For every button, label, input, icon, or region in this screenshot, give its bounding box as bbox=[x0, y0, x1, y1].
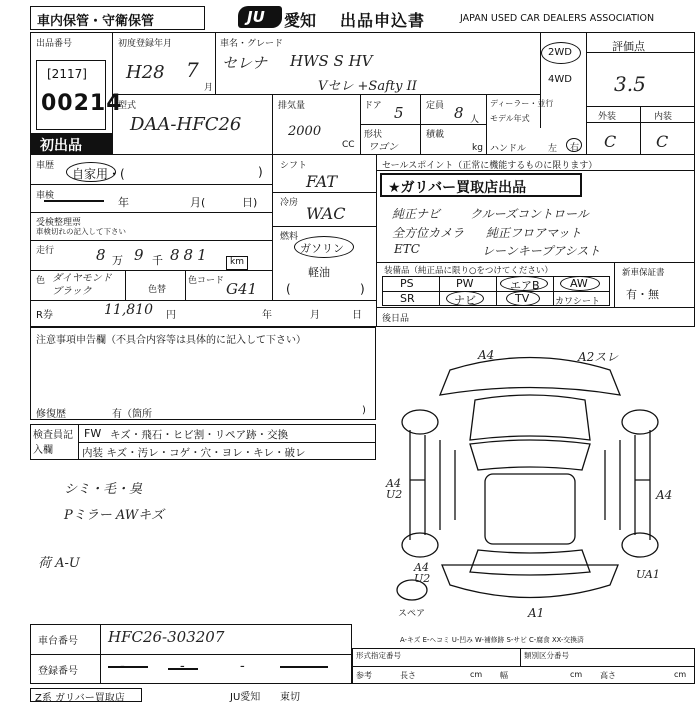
equip-tv: TV bbox=[515, 292, 530, 305]
kg-unit: kg bbox=[472, 143, 483, 153]
wheel-rear-right bbox=[622, 533, 658, 557]
car-right-body bbox=[635, 430, 650, 540]
interior-label: 内装 bbox=[654, 112, 673, 122]
mileage-rest: 881 bbox=[170, 246, 211, 264]
inspector-note-2: Pミラー AWキズ bbox=[64, 508, 164, 523]
handle-label: ハンドル bbox=[490, 144, 527, 154]
doors-label: ドア bbox=[364, 101, 382, 111]
chassis-value: HFC26-303207 bbox=[108, 628, 225, 646]
capacity-label: 定員 bbox=[426, 101, 445, 111]
recycle-month: 月 bbox=[310, 310, 320, 321]
fuel-close: ) bbox=[360, 282, 365, 296]
receipt-label: 受検整理票 bbox=[36, 218, 82, 228]
car-right-door-lines bbox=[605, 440, 620, 530]
diagram-rear-right: UA1 bbox=[636, 568, 660, 581]
inspection-year: 年 bbox=[118, 196, 129, 209]
car-rear-bumper bbox=[442, 565, 618, 598]
inspector-label: 検査員記入欄 bbox=[33, 430, 73, 456]
equip-pw: PW bbox=[456, 277, 474, 290]
registration-year: H28 bbox=[126, 62, 165, 83]
vehicle-grade: HWS S HV bbox=[290, 52, 373, 70]
exterior-grade: C bbox=[604, 132, 617, 151]
sales-item-1: 純正ナビ bbox=[392, 207, 441, 221]
sales-item-4: 純正フロアマット bbox=[486, 226, 582, 240]
color-label: 色 bbox=[36, 276, 46, 286]
capacity-unit: 人 bbox=[470, 115, 480, 125]
car-left-door-lines bbox=[440, 440, 455, 530]
usage-value: 自家用・( bbox=[72, 167, 125, 181]
exterior-label: 外装 bbox=[598, 112, 617, 122]
wheel-front-right bbox=[622, 410, 658, 434]
equip-kawaseat: カワシート bbox=[555, 297, 601, 307]
notes-label: 注意事項申告欄（不具合内容等は具体的に記入して下さい） bbox=[36, 335, 306, 346]
shift-value: FAT bbox=[306, 172, 338, 191]
sales-item-6: レーンキープアシスト bbox=[482, 244, 601, 258]
storage-label: 車内保管・守衛保管 bbox=[37, 14, 155, 29]
equip-aw: AW bbox=[570, 277, 588, 290]
usage-close: ) bbox=[258, 165, 263, 179]
width-label: 幅 bbox=[500, 671, 508, 680]
diagram-rear-left: A4 U2 bbox=[414, 561, 431, 585]
logo-text: JU bbox=[247, 8, 265, 26]
handle-left: 左 bbox=[548, 144, 558, 154]
inspector-interior-line: 内装 キズ・汚レ・コゲ・穴・ヨレ・キレ・破レ bbox=[82, 447, 306, 459]
repair-close: ) bbox=[362, 405, 366, 416]
chassis-label: 車台番号 bbox=[38, 636, 78, 647]
shape-label: 形状 bbox=[364, 130, 383, 140]
registration-mark-1: - bbox=[120, 658, 125, 674]
width-unit: cm bbox=[570, 670, 583, 679]
displacement-label: 排気量 bbox=[278, 101, 306, 111]
mileage-man-unit: 万 bbox=[112, 254, 123, 267]
drive-2wd: 2WD bbox=[548, 47, 572, 58]
listing-number: 00214 bbox=[41, 91, 123, 116]
equip-airbag: エアB bbox=[510, 279, 540, 292]
height-label: 高さ bbox=[600, 671, 616, 680]
equip-navi: ナビ bbox=[454, 294, 476, 307]
handle-right-circle bbox=[566, 138, 582, 152]
mileage-label: 走行 bbox=[36, 246, 55, 256]
mileage-sen-unit: 千 bbox=[152, 254, 163, 267]
diagram-rear: A1 bbox=[528, 606, 545, 620]
rating-label: 評価点 bbox=[612, 40, 645, 53]
ref-label: 参考 bbox=[356, 671, 372, 680]
aircon-value: WAC bbox=[306, 204, 346, 223]
drive-4wd: 4WD bbox=[548, 74, 572, 85]
registration-label: 初度登録年月 bbox=[118, 39, 173, 49]
registration-mark-3: - bbox=[240, 658, 245, 674]
inspector-fw: FW bbox=[84, 427, 102, 440]
diagram-front-right: A2スレ bbox=[578, 350, 619, 364]
load-label: 積載 bbox=[426, 130, 445, 140]
registration-no-label: 登録番号 bbox=[38, 666, 78, 677]
recycle-label: R券 bbox=[36, 310, 53, 321]
recycle-yen: 円 bbox=[166, 310, 176, 321]
handle-right: 右 bbox=[570, 143, 580, 153]
drive-2wd-circle bbox=[541, 42, 581, 64]
repair-label: 修復歴 bbox=[36, 409, 66, 420]
registration-month: 7 bbox=[186, 58, 199, 82]
listing-ref: [2117] bbox=[47, 67, 87, 81]
header-logo bbox=[238, 6, 282, 28]
repair-value: 有（箇所 bbox=[112, 409, 152, 420]
recycle-day: 日 bbox=[352, 310, 362, 321]
doors-value: 5 bbox=[394, 104, 404, 122]
vehicle-grade2: Vセレ +Safty II bbox=[318, 79, 417, 94]
car-hood bbox=[470, 395, 590, 440]
mileage-unit-box bbox=[226, 256, 248, 270]
diagram-spare: スペア bbox=[398, 609, 426, 619]
inspection-day: 日) bbox=[242, 196, 258, 209]
mileage-man: 8 bbox=[96, 246, 106, 264]
displacement-value: 2000 bbox=[288, 124, 322, 139]
sales-item-2: クルーズコントロール bbox=[470, 207, 589, 221]
sales-points-label: セールスポイント（正常に機能するものに限ります） bbox=[382, 161, 598, 171]
equip-ps: PS bbox=[400, 277, 414, 290]
inspection-label: 車検 bbox=[36, 191, 55, 201]
vehicle-name: セレナ bbox=[222, 54, 268, 72]
newcar-label: 新車保証書 bbox=[622, 268, 665, 278]
interior-grade: C bbox=[656, 132, 669, 151]
sales-item-3: 全方位カメラ bbox=[392, 226, 465, 240]
mileage-sen: 9 bbox=[134, 246, 144, 264]
dealer-label: ディーラー・並行 bbox=[490, 99, 554, 108]
recycle-value: 11,810 bbox=[104, 302, 153, 318]
inspection-month: 月( bbox=[190, 196, 206, 209]
wheel-front-left bbox=[402, 410, 438, 434]
inspector-damage-line: キズ・飛石・ヒビ割・リペア跡・交換 bbox=[110, 429, 289, 441]
cc-unit: CC bbox=[342, 140, 355, 150]
storage-label-box bbox=[30, 6, 205, 30]
fuel-open: ( bbox=[286, 282, 291, 296]
length-unit: cm bbox=[470, 670, 483, 679]
model-value: DAA-HFC26 bbox=[130, 114, 242, 135]
fuel-alt: 軽油 bbox=[308, 266, 330, 279]
height-unit: cm bbox=[674, 670, 687, 679]
org-name: 愛知 bbox=[284, 11, 317, 30]
car-roof bbox=[485, 474, 575, 544]
footer-company: Z系 ガリバー買取店 bbox=[35, 693, 125, 704]
car-windshield bbox=[470, 440, 590, 470]
equipment-label: 装備品（純正品に限り○をつけてください） bbox=[384, 266, 553, 276]
inspector-note-1: シミ・毛・臭 bbox=[64, 482, 143, 497]
aircon-label: 冷房 bbox=[280, 198, 299, 208]
registration-month-unit: 月 bbox=[204, 83, 214, 93]
diagram-legend: A-キズ E-ヘコミ U-凹み W-補修跡 S-サビ C-腐食 XX-交換済 bbox=[400, 636, 584, 644]
color-code-label: 色コード bbox=[188, 276, 225, 286]
rating-score: 3.5 bbox=[614, 72, 646, 96]
fuel-value: ガソリン bbox=[300, 242, 344, 255]
mileage-unit: km bbox=[230, 257, 244, 267]
equip-sr: SR bbox=[400, 292, 415, 305]
fuel-label: 燃料 bbox=[280, 232, 299, 242]
car-left-body bbox=[410, 430, 425, 540]
sales-item-5: ETC bbox=[394, 242, 420, 256]
listing-number-box bbox=[36, 60, 123, 130]
color-value: ダイヤモンド ブラック bbox=[52, 273, 112, 297]
shift-label: シフト bbox=[280, 161, 308, 171]
newcar-value: 有・無 bbox=[626, 288, 659, 301]
frame-spec-label: 形式指定番号 bbox=[356, 651, 401, 660]
usage-label: 車歴 bbox=[36, 161, 55, 171]
first-listing-badge: 初出品 bbox=[30, 133, 112, 154]
wheel-rear-left bbox=[402, 533, 438, 557]
car-rear-window bbox=[470, 550, 590, 575]
shape-value: ワゴン bbox=[368, 142, 398, 153]
form-title: 出品申込書 bbox=[340, 11, 426, 30]
length-label: 長さ bbox=[400, 671, 416, 680]
footer-org: JU愛知 bbox=[230, 692, 261, 703]
color-code: G41 bbox=[226, 280, 258, 298]
vehicle-name-label: 車名・グレード bbox=[220, 39, 284, 49]
color-change-label: 色替 bbox=[148, 285, 167, 295]
category-label: 類別区分番号 bbox=[524, 651, 569, 660]
inspector-note-3: 荷 A-U bbox=[38, 556, 80, 571]
receipt-note: 車検切れの記入して下さい bbox=[36, 227, 126, 236]
listing-label: 出品番号 bbox=[36, 39, 73, 49]
diagram-left-side: A4 U2 bbox=[386, 477, 403, 501]
registration-mark-2: - bbox=[180, 658, 185, 674]
capacity-value: 8 bbox=[454, 104, 464, 122]
footer-seal: 東切 bbox=[280, 692, 300, 703]
diagram-front-left: A4 bbox=[478, 348, 495, 362]
back-order-label: 後日品 bbox=[382, 314, 410, 324]
association-name: JAPAN USED CAR DEALERS ASSOCIATION bbox=[460, 13, 655, 24]
diagram-right-side: A4 bbox=[656, 488, 673, 502]
model-label: 型式 bbox=[118, 101, 137, 111]
model-year-label: モデル年式 bbox=[490, 114, 530, 123]
sales-banner: ★ガリバー買取店出品 bbox=[380, 173, 582, 197]
recycle-year: 年 bbox=[262, 310, 272, 321]
